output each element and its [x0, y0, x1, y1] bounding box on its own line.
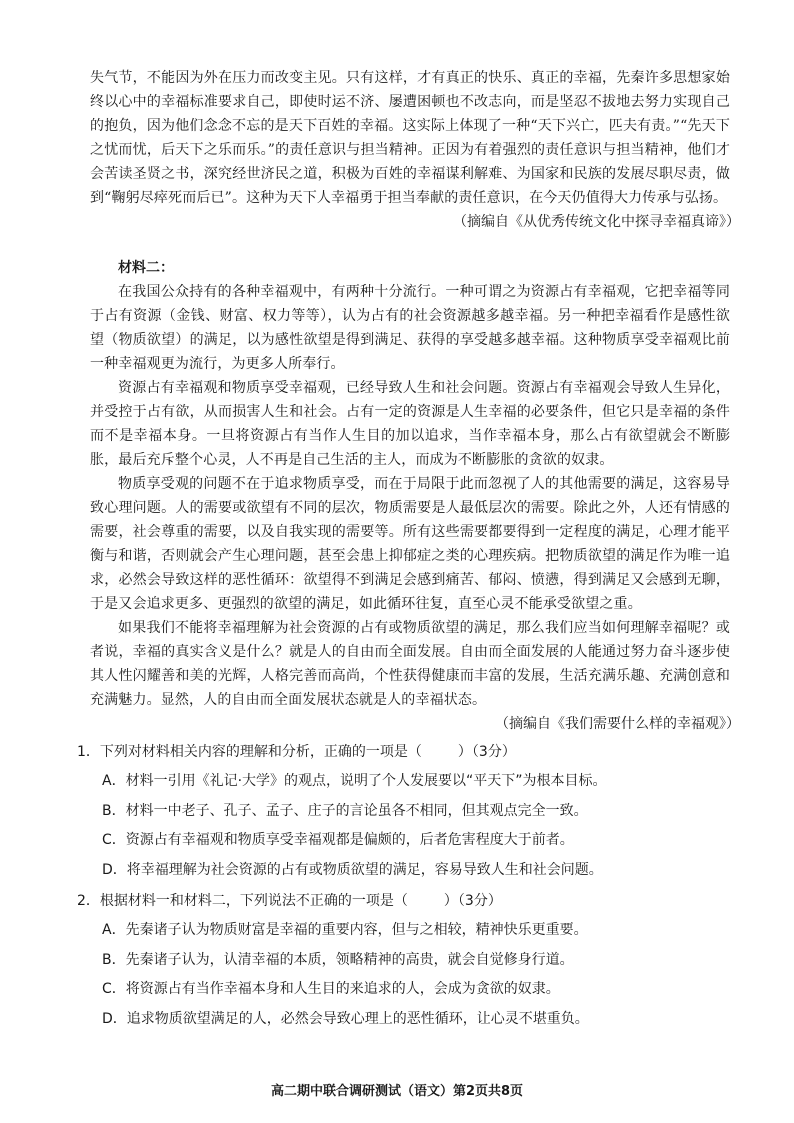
option-c: C．将资源占有当作幸福本身和人生目的来追求的人，会成为贪欲的奴隶。 — [102, 981, 560, 997]
material2-paragraph: 资源占有幸福观和物质享受幸福观，已经导致人生和社会问题。资源占有幸福观会导致人生异化，并受控于占有欲，从而损害人生和社会。占有一定的资源是人生幸福的必要条件，但它只是幸福的条件而不是幸福本身。一旦将资源占有当作人生目的加以追求，当作幸福本身，那么占有欲望就会不断膨胀，最后充斥整个心灵，人不再是自己生活的主人，而成为不断膨胀的贪欲的奴隶。 — [90, 380, 730, 468]
material2-source: （摘编自《我们需要什么样的幸福观》） — [495, 716, 740, 732]
option-b: B．先秦诸子认为，认清幸福的本质，领略精神的高贵，就会自觉修身行道。 — [102, 951, 574, 968]
option-a: A．材料一引用《礼记·大学》的观点，说明了个人发展要以“平天下”为根本目标。 — [102, 773, 607, 789]
material1-tail-paragraph: 失气节，不能因为外在压力而改变主见。只有这样，才有真正的快乐、真正的幸福，先秦许多思想家始终以心中的幸福标准要求自己，即使时运不济、屡遭困顿也不改志向，而是坚忍不拔地去努力实现自己的抱负，因为他们念念不忘的是天下百姓的幸福。这实际上体现了一种“天下兴亡，匹夫有责。”“先天下之忧而忧，后天下之乐而乐。”的责任意识与担当精神。正因为有着强烈的责任意识与担当精神，他们才会苦读圣贤之书，深究经世济民之道，积极为百姓的幸福谋利解难、为国家和民族的发展尽职尽责，做到“鞠躬尽瘁死而后已”。这种为天下人幸福勇于担当奉献的责任意识，在今天仍值得大力传承与弘扬。 — [90, 70, 730, 206]
question-stem-text: 1．下列对材料相关内容的理解和分析，正确的一项是（ — [77, 744, 422, 760]
question-stem-text: 2．根据材料一和材料二，下列说法不正确的一项是（ — [77, 893, 408, 909]
question-1 — [77, 738, 730, 885]
question-stem-end: ）（3分） — [443, 893, 502, 909]
question-stem — [77, 887, 730, 916]
question-stem-end: ）（3分） — [457, 744, 516, 760]
option-d: D．追求物质欲望满足的人，必然会导致心理上的恶性循环，让心灵不堪重负。 — [102, 1010, 589, 1027]
option-a: A．先秦诸子认为物质财富是幸福的重要内容，但与之相较，精神快乐更重要。 — [102, 922, 588, 938]
material2-paragraph: 物质享受观的问题不在于追求物质享受，而在于局限于此而忽视了人的其他需要的满足，这容易导致心理问题。人的需要或欲望有不同的层次，物质需要是人最低层次的需要。除此之外，人还有情感的需要，社会尊重的需要，以及自我实现的需要等。所有这些需要都要得到一定程度的满足，心理才能平衡与和谐，否则就会产生心理问题，甚至会患上抑郁症之类的心理疾病。把物质欲望的满足作为唯一追求，必然会导致这样的恶性循环：欲望得不到满足会感到痛苦、郁闷、愤懑，得到满足又会感到无聊，于是又会追求更多、更强烈的欲望的满足，如此循环往复，直至心灵不能承受欲望之重。 — [90, 476, 730, 612]
question-stem — [77, 738, 730, 767]
exam-page — [77, 66, 740, 1034]
material2-paragraph: 在我国公众持有的各种幸福观中，有两种十分流行。一种可谓之为资源占有幸福观，它把幸福等同于占有资源（金钱、财富、权力等等），认为占有的社会资源越多越幸福。另一种把幸福看作是感性欲望（物质欲望）的满足，以为感性欲望是得到满足、获得的享受越多越幸福。这种物质享受幸福观比前一种幸福观更为流行，为更多人所奉行。 — [90, 284, 730, 372]
page-footer: 高二期中联合调研测试（语文）第2页共8页 — [270, 1084, 524, 1099]
option-b: B．材料一中老子、孔子、孟子、庄子的言论虽各不相同，但其观点完全一致。 — [102, 802, 588, 819]
material1-source: （摘编自《从优秀传统文化中探寻幸福真谛》） — [453, 214, 740, 230]
material2-title: 材料二： — [118, 260, 174, 276]
question-2 — [77, 887, 730, 1034]
option-d: D．将幸福理解为社会资源的占有或物质欲望的满足，容易导致人生和社会问题。 — [102, 861, 603, 878]
option-c: C．资源占有幸福观和物质享受幸福观都是偏颇的，后者危害程度大于前者。 — [102, 832, 574, 848]
material2-paragraph: 如果我们不能将幸福理解为社会资源的占有或物质欲望的满足，那么我们应当如何理解幸福呢？或者说，幸福的真实含义是什么？就是人的自由而全面发展。自由而全面发展的人能通过努力奋斗逐步使其人性闪耀善和美的光辉，人格完善而高尚，个性获得健康而丰富的发展，生活充满乐趣、充满创意和充满魅力。显然，人的自由而全面发展状态就是人的幸福状态。 — [90, 620, 730, 708]
